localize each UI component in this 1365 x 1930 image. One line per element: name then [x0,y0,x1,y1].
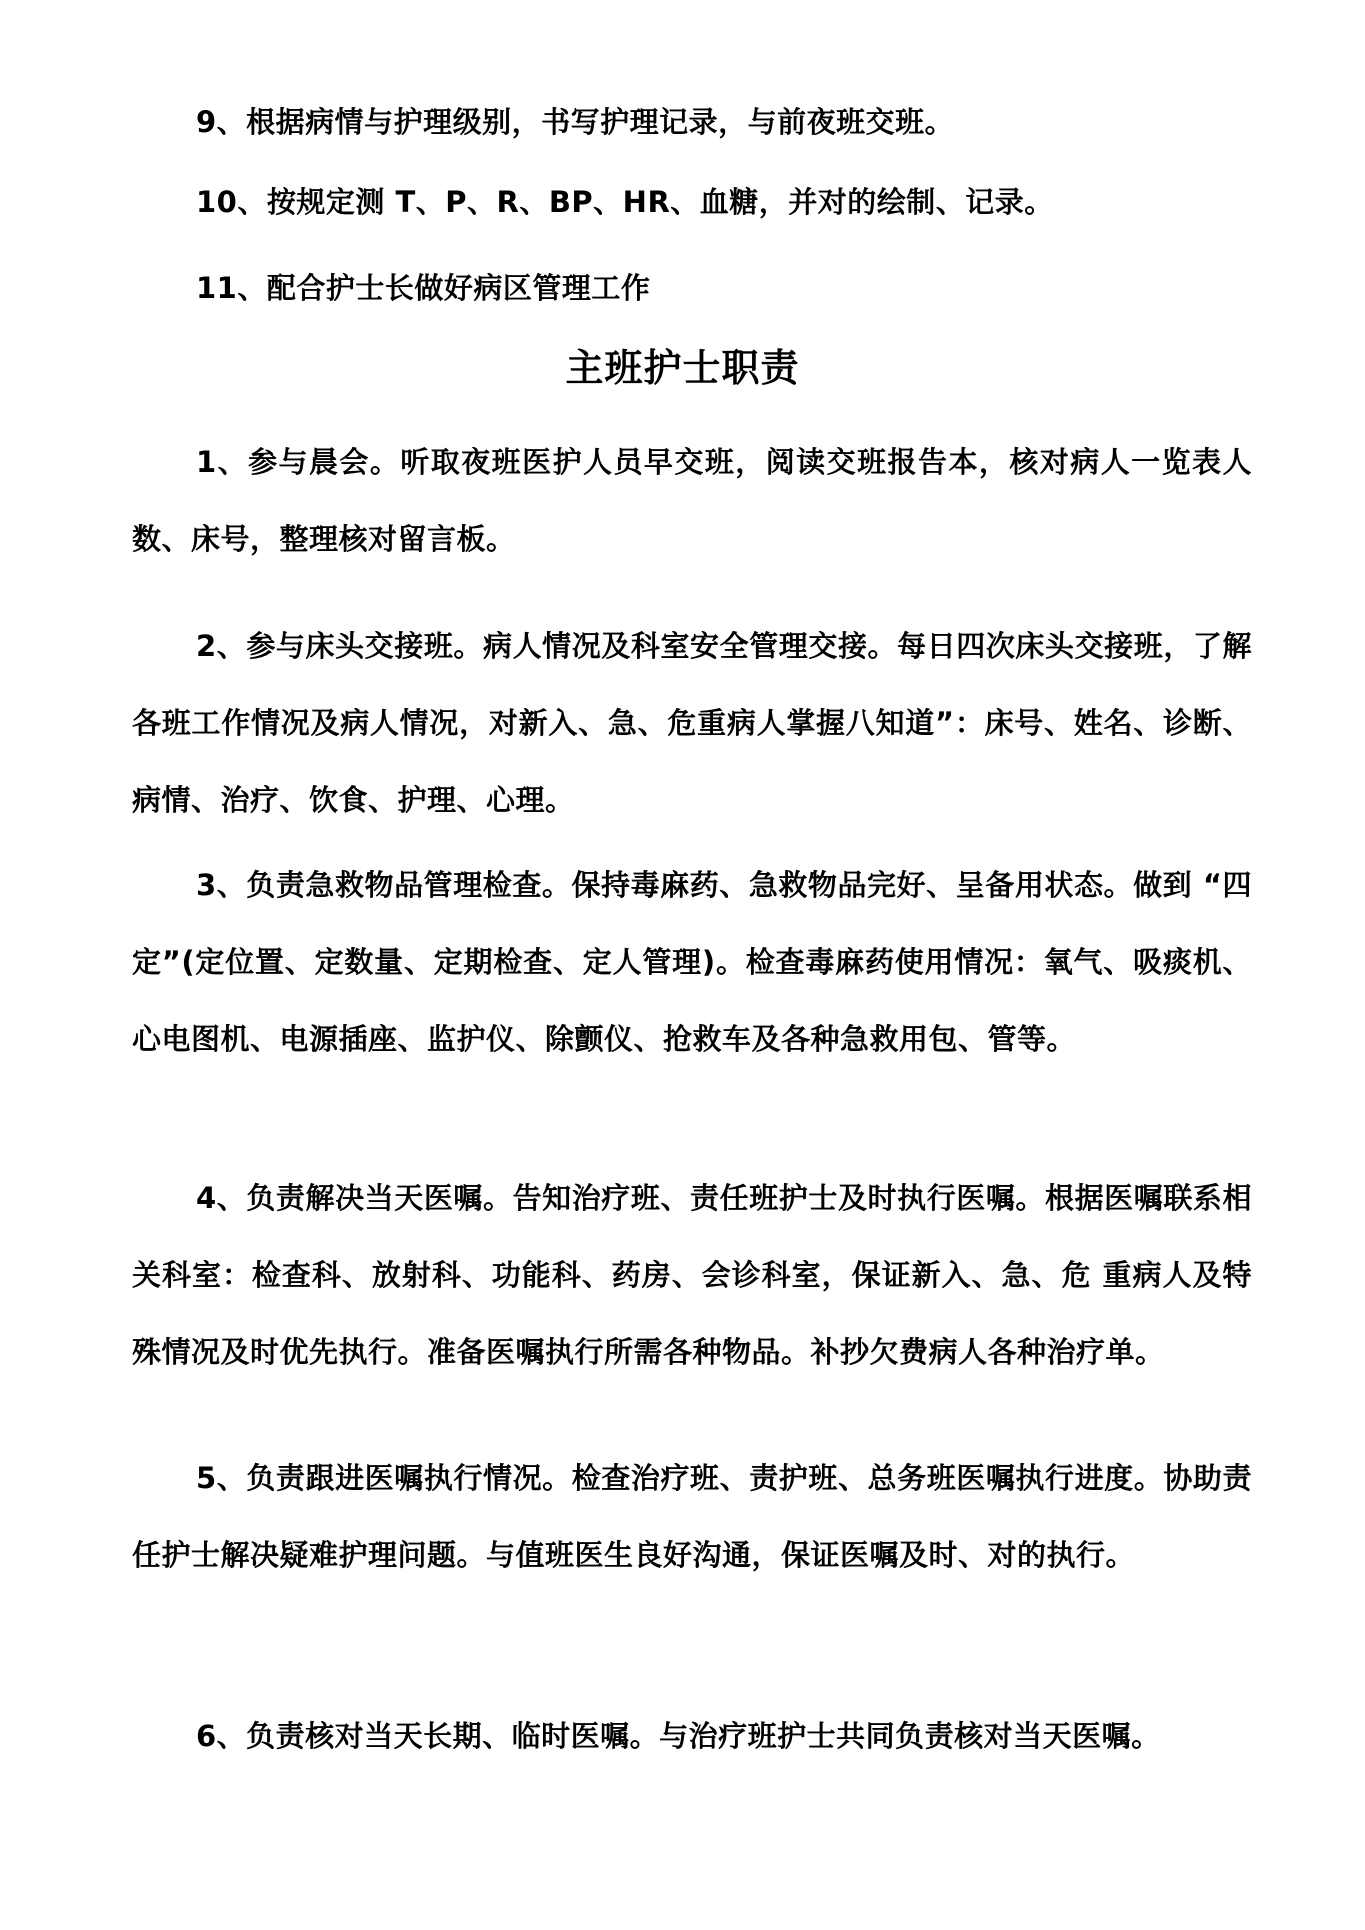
head-nurse-duty-5: 5、负责跟进医嘱执行情况。检查治疗班、责护班、总务班医嘱执行进度。协助责任护士解决疑难护理问题。与值班医生良好沟通，保证医嘱及时、对的执行。 [132,1461,1252,1572]
head-nurse-duty-6: 6、负责核对当天长期、临时医嘱。与治疗班护士共同负责核对当天医嘱。 [196,1719,1161,1753]
duty-item-9: 9、根据病情与护理级别，书写护理记录，与前夜班交班。 [196,105,955,139]
section-title: 主班护士职责 [565,346,800,390]
head-nurse-duty-1: 1、参与晨会。听取夜班医护人员早交班，阅读交班报告本，核对病人一览表人数、床号，整理核对留言板。 [132,445,1252,556]
head-nurse-duty-4: 4、负责解决当天医嘱。告知治疗班、责任班护士及时执行医嘱。根据医嘱联系相关科室：检查科、放射科、功能科、药房、会诊科室，保证新入、急、危 重病人及特殊情况及时优先执行。准备医嘱执行所需各种物品。补抄欠费病人各种治疗单。 [132,1181,1252,1369]
head-nurse-duty-2: 2、参与床头交接班。病人情况及科室安全管理交接。每日四次床头交接班，了解各班工作情况及病人情况，对新入、急、危重病人掌握八知道”：床号、姓名、诊断、病情、治疗、饮食、护理、心理。 [132,629,1252,817]
duty-item-11: 11、配合护士长做好病区管理工作 [196,271,651,305]
head-nurse-duty-3: 3、负责急救物品管理检查。保持毒麻药、急救物品完好、呈备用状态。做到 “四定”(定位置、定数量、定期检查、定人管理)。检查毒麻药使用情况：氧气、吸痰机、心电图机、电源插座、监护仪、除颤仪、抢救车及各种急救用包、管等。 [132,868,1252,1056]
duty-item-10: 10、按规定测 T、P、R、BP、HR、血糖，并对的绘制、记录。 [196,185,1054,219]
